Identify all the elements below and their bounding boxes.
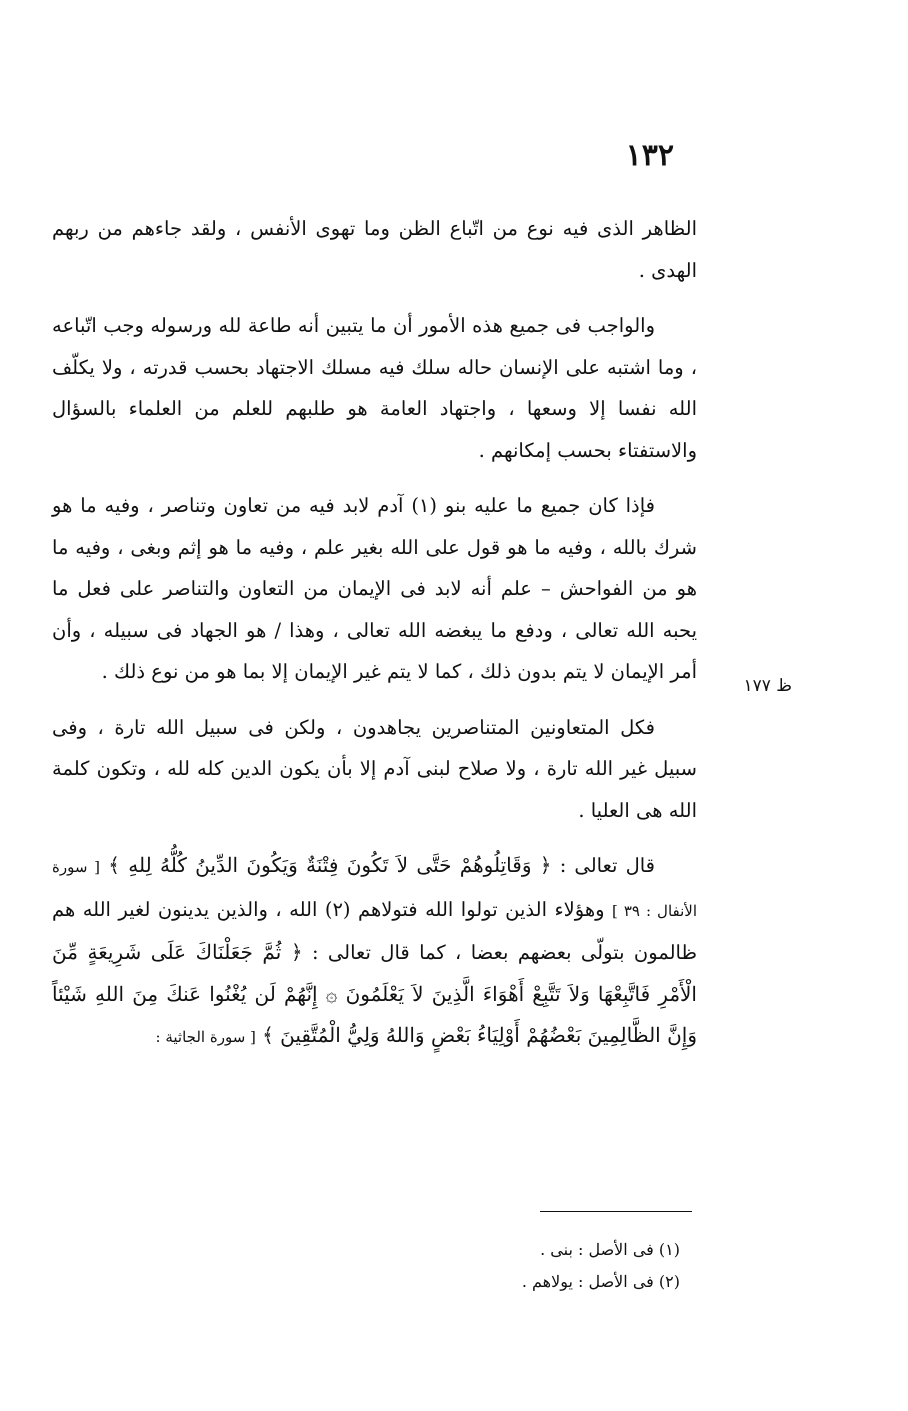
paragraph-5: [52, 845, 697, 1059]
footnotes: [300, 1234, 680, 1298]
verse-intro: قال تعالى :: [559, 854, 656, 877]
margin-folio-note: ظ ١٧٧: [743, 676, 792, 696]
paragraph-5-middle: وهؤلاء الذين تولوا الله فتولاهم (٢) الله ، والذين يدينون لغير الله هم ظالمون بتولّى بعضهم بعضا ، كما قال تعالى :: [52, 897, 697, 964]
paragraph-2: والواجب فى جميع هذه الأمور أن ما يتبين أنه طاعة لله ورسوله وجب اتّباعه ، وما اشتبه على الإنسان حاله سلك فيه مسلك الاجتهاد بحسب قدرته ، ولا يكلّف الله نفسا إلا وسعها ، واجتهاد العامة هو طلبهم للعلم من العلماء بالسؤال والاستفتاء بحسب إمكانهم .: [52, 314, 697, 462]
paragraph-1: الظاهر الذى فيه نوع من اتّباع الظن وما تهوى الأنفس ، ولقد جاءهم من ربهم الهدى .: [52, 217, 697, 282]
paragraph-3: فإذا كان جميع ما عليه بنو (١) آدم لابد فيه من تعاون وتناصر ، وفيه ما هو شرك بالله ، وفيه ما هو قول على الله بغير علم ، وفيه ما هو إثم وبغى ، وفيه ما هو من الفواحش – علم أنه لابد فى الإيمان من التعاون والتناصر على فعل ما يحبه الله تعالى ، ودفع ما يبغضه الله تعالى ، وهذا / هو الجهاد فى سبيله ، وأن أمر الإيمان لا يتم بدون ذلك ، كما لا يتم غير الإيمان إلا بما هو من نوع ذلك .: [52, 494, 697, 683]
footnote-2: (٢) فى الأصل : يولاهم .: [521, 1272, 680, 1291]
surah-reference-jathiya: [ سورة الجاثية :: [155, 1028, 256, 1046]
page-number: ١٣٢: [625, 138, 674, 173]
main-text: [52, 208, 697, 1073]
quran-verse-jathiya: ﴿ ثُمَّ جَعَلْنَاكَ عَلَى شَرِيعَةٍ مِّنَ الْأَمْرِ فَاتَّبِعْهَا وَلاَ تَتَّبِعْ أَهْوَاءَ الَّذِينَ لاَ يَعْلَمُونَ ۞ إِنَّهُمْ لَن يُغْنُوا عَنكَ مِنَ اللهِ شَيْئاً وَإِنَّ الظَّالِمِينَ بَعْضُهُمْ أَوْلِيَاءُ بَعْضٍ وَاللهُ وَلِيُّ الْمُتَّقِينَ ﴾: [52, 940, 697, 1047]
paragraph-4: فكل المتعاونين المتناصرين يجاهدون ، ولكن فى سبيل الله تارة ، وفى سبيل غير الله تارة ، ولا صلاح لبنى آدم إلا بأن يكون الدين كله لله ، وتكون كلمة الله هى العليا .: [52, 715, 697, 822]
surah-reference-anfal: [ سورة الأنفال : ٣٩ ]: [52, 858, 698, 920]
footnote-1: (١) فى الأصل : بنى .: [540, 1240, 680, 1259]
footnote-divider: [540, 1211, 692, 1212]
quran-verse-anfal: ﴿ وَقَاتِلُوهُمْ حَتَّى لاَ تَكُونَ فِتْنَةٌ وَيَكُونَ الدِّينُ كُلُّهُ لِلهِ ﴾: [108, 853, 552, 877]
